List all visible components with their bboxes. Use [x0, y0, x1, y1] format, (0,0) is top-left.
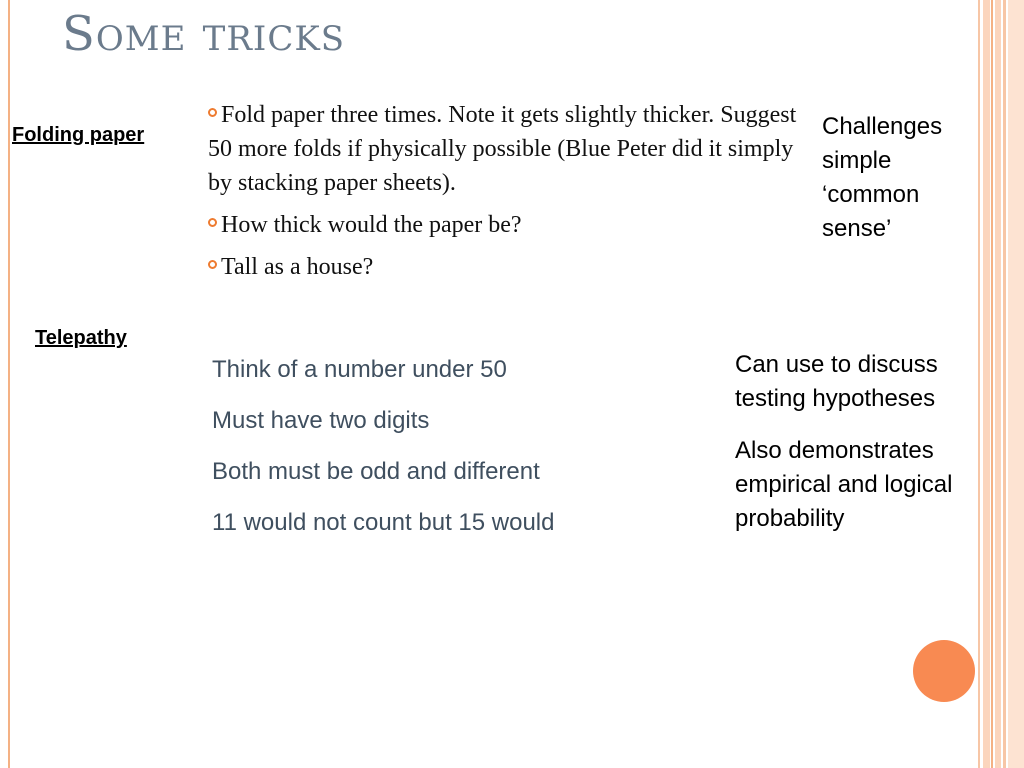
- folding-note: Challenges simple ‘common sense’: [822, 113, 943, 242]
- left-border-line: [8, 0, 10, 768]
- bullet-circle-icon: [208, 260, 217, 269]
- telepathy-note: Also demonstrates empirical and logical probability: [735, 437, 953, 532]
- folding-paper-label: Folding paper: [12, 124, 145, 146]
- telepathy-line: 11 would not count but 15 would: [212, 509, 555, 536]
- right-stripe: [995, 0, 1001, 768]
- bullet-text: Fold paper three times. Note it gets slightly thicker. Suggest 50 more folds if physically possible (Blue Peter did it simply by stacking paper sheets).: [208, 102, 797, 196]
- telepathy-list: [212, 352, 692, 556]
- bullet-item: [208, 98, 808, 200]
- right-stripe: [1008, 0, 1024, 768]
- folding-bullet-list: [208, 98, 808, 292]
- telepathy-line: Both must be odd and different: [212, 458, 540, 485]
- bullet-circle-icon: [208, 218, 217, 227]
- telepathy-note: Can use to discuss testing hypotheses: [735, 351, 938, 412]
- bullet-item: [208, 250, 808, 284]
- bullet-item: [208, 208, 808, 242]
- right-stripe: [991, 0, 993, 768]
- slide-title: Some tricks: [62, 6, 346, 62]
- bullet-text: How thick would the paper be?: [221, 212, 522, 238]
- decorative-circle: [913, 640, 975, 702]
- telepathy-notes: [735, 348, 985, 554]
- telepathy-label: Telepathy: [35, 327, 127, 349]
- bullet-circle-icon: [208, 108, 217, 117]
- right-stripe: [1003, 0, 1006, 768]
- telepathy-line: Must have two digits: [212, 407, 430, 434]
- telepathy-line: Think of a number under 50: [212, 356, 507, 383]
- bullet-text: Tall as a house?: [221, 254, 374, 280]
